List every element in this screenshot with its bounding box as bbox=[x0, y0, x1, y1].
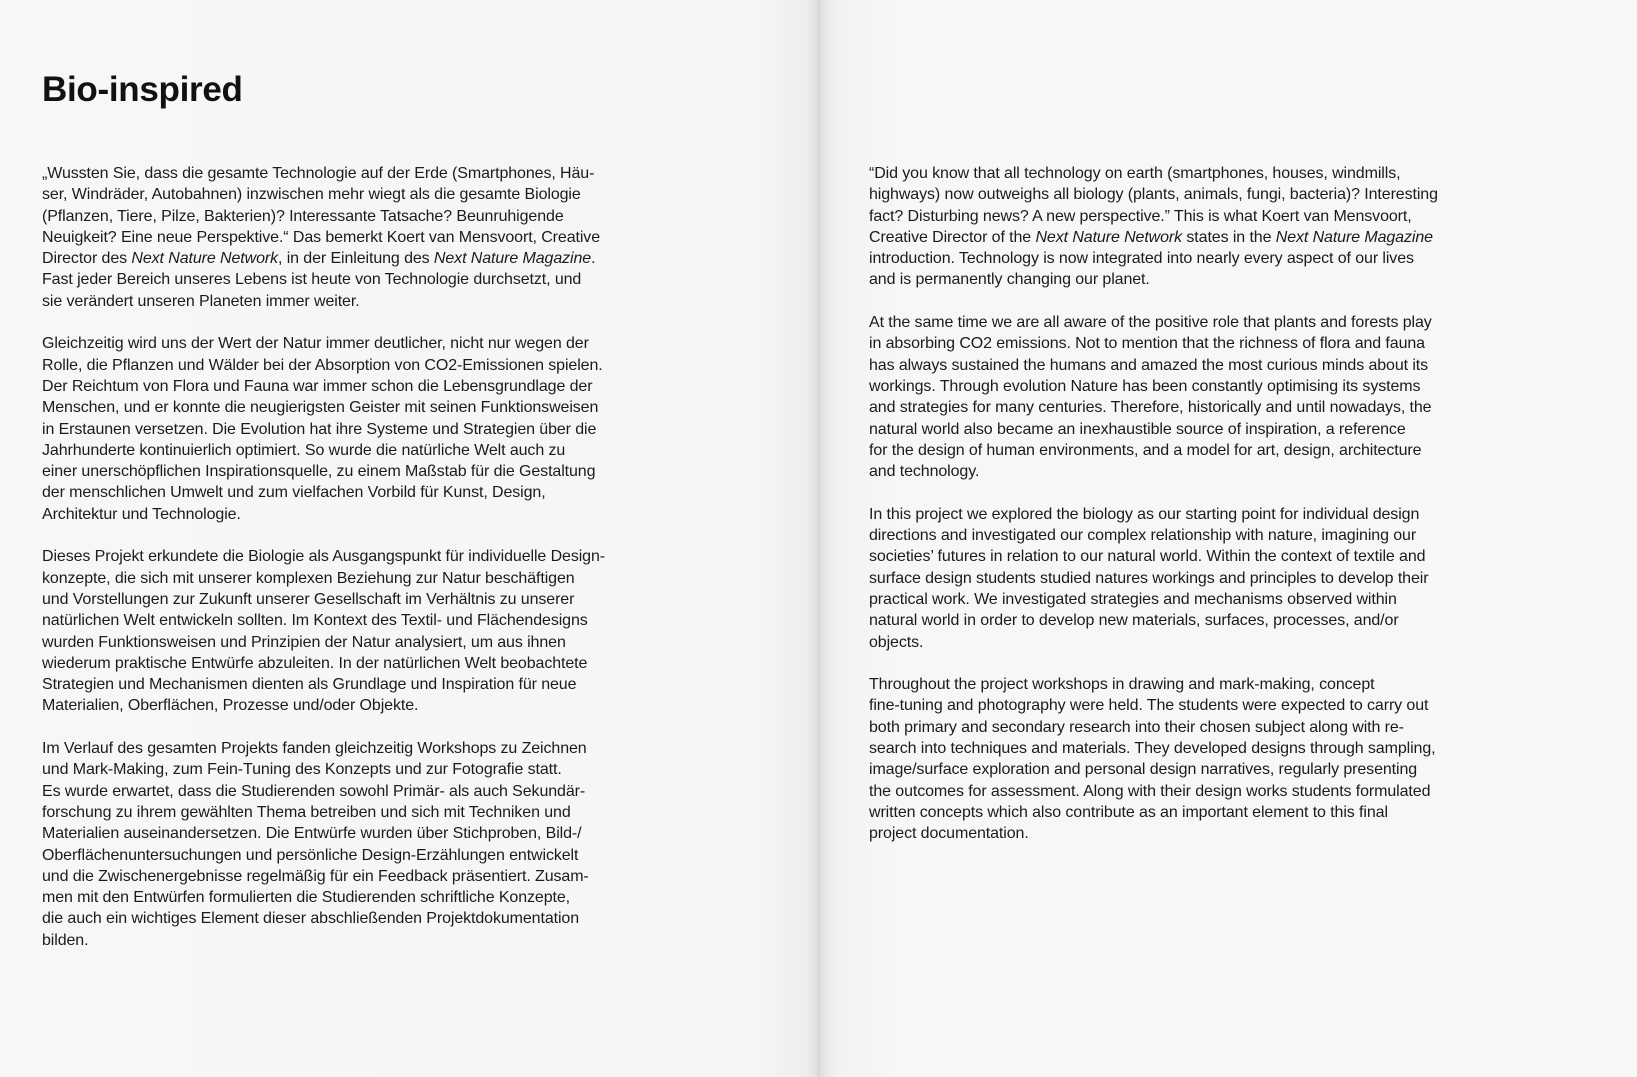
english-paragraph-2 bbox=[869, 312, 1479, 482]
left-page bbox=[0, 0, 818, 1077]
text-line: Es wurde erwartet, dass die Studierenden sowohl Primär- als auch Sekundär- bbox=[42, 782, 586, 800]
publication-name: Next Nature Magazine bbox=[433, 250, 592, 268]
text-line: the outcomes for assessment. Along with their design works students formulated bbox=[869, 782, 1431, 800]
text-line: sie verändert unseren Planeten immer weiter. bbox=[42, 292, 360, 310]
text-line: Materialien auseinandersetzen. Die Entwürfe wurden über Stichproben, Bild-/ bbox=[42, 825, 582, 843]
text-line: und Vorstellungen zur Zukunft unserer Gesellschaft im Verhältnis zu unserer bbox=[42, 590, 575, 608]
publication-name: Next Nature Network bbox=[131, 250, 278, 268]
german-paragraph-4 bbox=[42, 738, 647, 951]
text-line: Menschen, und er konnte die neugierigsten Geister mit seinen Funktionsweisen bbox=[42, 399, 599, 417]
right-page bbox=[818, 0, 1637, 1077]
text-line: has always sustained the humans and amazed the most curious minds about its bbox=[869, 356, 1429, 374]
text-run: , in der Einleitung des bbox=[278, 250, 434, 268]
text-line: societies’ futures in relation to our natural world. Within the context of textile and bbox=[869, 548, 1426, 566]
text-line: Materialien, Oberflächen, Prozesse und/oder Objekte. bbox=[42, 697, 419, 715]
text-run: . bbox=[591, 250, 596, 268]
text-line: ser, Windräder, Autobahnen) inzwischen mehr wiegt als die gesamte Biologie bbox=[42, 186, 581, 204]
text-line: and is permanently changing our planet. bbox=[869, 271, 1150, 289]
text-line: natural world also became an inexhaustible source of inspiration, a reference bbox=[869, 420, 1406, 438]
text-line: einer unerschöpflichen Inspirationsquelle, zu einem Maßstab für die Gestaltung bbox=[42, 463, 596, 481]
text-line bbox=[42, 248, 647, 269]
german-paragraph-3 bbox=[42, 546, 647, 716]
text-line: introduction. Technology is now integrated into nearly every aspect of our lives bbox=[869, 250, 1414, 268]
text-line: „Wussten Sie, dass die gesamte Technologie auf der Erde (Smartphones, Häu- bbox=[42, 165, 595, 182]
text-line: Fast jeder Bereich unseres Lebens ist heute von Technologie durchsetzt, und bbox=[42, 271, 582, 289]
text-line: Oberflächenuntersuchungen und persönliche Design-Erzählungen entwickelt bbox=[42, 846, 579, 864]
text-line: “Did you know that all technology on earth (smartphones, houses, windmills, bbox=[869, 165, 1401, 182]
text-line: Throughout the project workshops in drawing and mark-making, concept bbox=[869, 676, 1375, 694]
text-line: (Pflanzen, Tiere, Pilze, Bakterien)? Interessante Tatsache? Beunruhigende bbox=[42, 207, 564, 225]
text-line: Im Verlauf des gesamten Projekts fanden gleichzeitig Workshops zu Zeichnen bbox=[42, 740, 587, 758]
text-line: der menschlichen Umwelt und zum vielfachen Vorbild für Kunst, Design, bbox=[42, 484, 546, 502]
text-line: konzepte, die sich mit unserer komplexen Beziehung zur Natur beschäftigen bbox=[42, 569, 575, 587]
page-title: Bio-inspired bbox=[42, 70, 243, 109]
text-line: practical work. We investigated strategies and mechanisms observed within bbox=[869, 590, 1397, 608]
text-run: Director des bbox=[42, 250, 132, 268]
text-line: written concepts which also contribute as an important element to this final bbox=[869, 803, 1388, 821]
text-line: bilden. bbox=[42, 931, 89, 949]
text-line: objects. bbox=[869, 633, 924, 651]
text-line: Neuigkeit? Eine neue Perspektive.“ Das bemerkt Koert van Mensvoort, Creative bbox=[42, 228, 601, 246]
english-paragraph-3 bbox=[869, 504, 1479, 653]
german-text-column bbox=[42, 163, 647, 972]
publication-name: Next Nature Magazine bbox=[1275, 228, 1433, 246]
text-line: At the same time we are all aware of the positive role that plants and forests play bbox=[869, 314, 1432, 332]
text-line: surface design students studied natures workings and principles to develop their bbox=[869, 569, 1429, 587]
text-line: Jahrhunderte kontinuierlich optimiert. So wurde die natürliche Welt auch zu bbox=[42, 441, 566, 459]
text-line: und Mark-Making, zum Fein-Tuning des Konzepts und zur Fotografie statt. bbox=[42, 761, 562, 779]
text-line: in Erstaunen versetzen. Die Evolution hat ihre Systeme und Strategien über die bbox=[42, 420, 597, 438]
text-line: Der Reichtum von Flora und Fauna war immer schon die Lebensgrundlage der bbox=[42, 377, 593, 395]
publication-name: Next Nature Network bbox=[1035, 228, 1183, 246]
text-line: natural world in order to develop new materials, surfaces, processes, and/or bbox=[869, 612, 1399, 630]
text-line: wiederum praktische Entwürfe abzuleiten. In der natürlichen Welt beobachtete bbox=[42, 654, 588, 672]
text-line: workings. Through evolution Nature has been constantly optimising its systems bbox=[869, 377, 1421, 395]
text-line: image/surface exploration and personal design narratives, regularly presenting bbox=[869, 761, 1418, 779]
text-line: natürlichen Welt entwickeln sollten. Im Kontext des Textil- und Flächendesigns bbox=[42, 612, 588, 630]
english-paragraph-4 bbox=[869, 674, 1479, 844]
text-line: and strategies for many centuries. Therefore, historically and until nowadays, the bbox=[869, 399, 1432, 417]
text-line: Architektur und Technologie. bbox=[42, 505, 241, 523]
text-run: Creative Director of the bbox=[869, 228, 1036, 246]
text-line: in absorbing CO2 emissions. Not to mention that the richness of flora and fauna bbox=[869, 335, 1425, 353]
text-line: und die Zwischenergebnisse regelmäßig für ein Feedback präsentiert. Zusam- bbox=[42, 867, 589, 885]
text-line: In this project we explored the biology as our starting point for individual design bbox=[869, 505, 1420, 523]
text-line: wurden Funktionsweisen und Prinzipien der Natur analysiert, um aus ihnen bbox=[42, 633, 566, 651]
text-line: Strategien und Mechanismen dienten als Grundlage und Inspiration für neue bbox=[42, 676, 577, 694]
german-paragraph-1 bbox=[42, 163, 647, 312]
text-line: both primary and secondary research into their chosen subject along with re- bbox=[869, 718, 1404, 736]
text-line: Dieses Projekt erkundete die Biologie als Ausgangspunkt für individuelle Design- bbox=[42, 548, 606, 566]
text-line: for the design of human environments, and a model for art, design, architecture bbox=[869, 441, 1422, 459]
text-line: fact? Disturbing news? A new perspective.” This is what Koert van Mensvoort, bbox=[869, 207, 1412, 225]
text-line: and technology. bbox=[869, 463, 980, 481]
text-line: Rolle, die Pflanzen und Wälder bei der Absorption von CO2-Emissionen spielen. bbox=[42, 356, 603, 374]
text-line: project documentation. bbox=[869, 825, 1029, 843]
text-line: search into techniques and materials. They developed designs through sampling, bbox=[869, 740, 1436, 758]
text-line: directions and investigated our complex relationship with nature, imagining our bbox=[869, 527, 1417, 545]
text-line: die auch ein wichtiges Element dieser abschließenden Projektdokumentation bbox=[42, 910, 580, 928]
text-line: fine-tuning and photography were held. The students were expected to carry out bbox=[869, 697, 1429, 715]
text-run: states in the bbox=[1182, 228, 1276, 246]
english-paragraph-1 bbox=[869, 163, 1479, 291]
english-text-column bbox=[869, 163, 1479, 866]
text-line: forschung zu ihrem gewählten Thema betreiben und sich mit Techniken und bbox=[42, 803, 571, 821]
text-line bbox=[869, 227, 1479, 248]
text-line: men mit den Entwürfen formulierten die Studierenden schriftliche Konzepte, bbox=[42, 889, 570, 907]
german-paragraph-2 bbox=[42, 333, 647, 525]
text-line: highways) now outweighs all biology (plants, animals, fungi, bacteria)? Interesting bbox=[869, 186, 1438, 204]
text-line: Gleichzeitig wird uns der Wert der Natur immer deutlicher, nicht nur wegen der bbox=[42, 335, 589, 353]
